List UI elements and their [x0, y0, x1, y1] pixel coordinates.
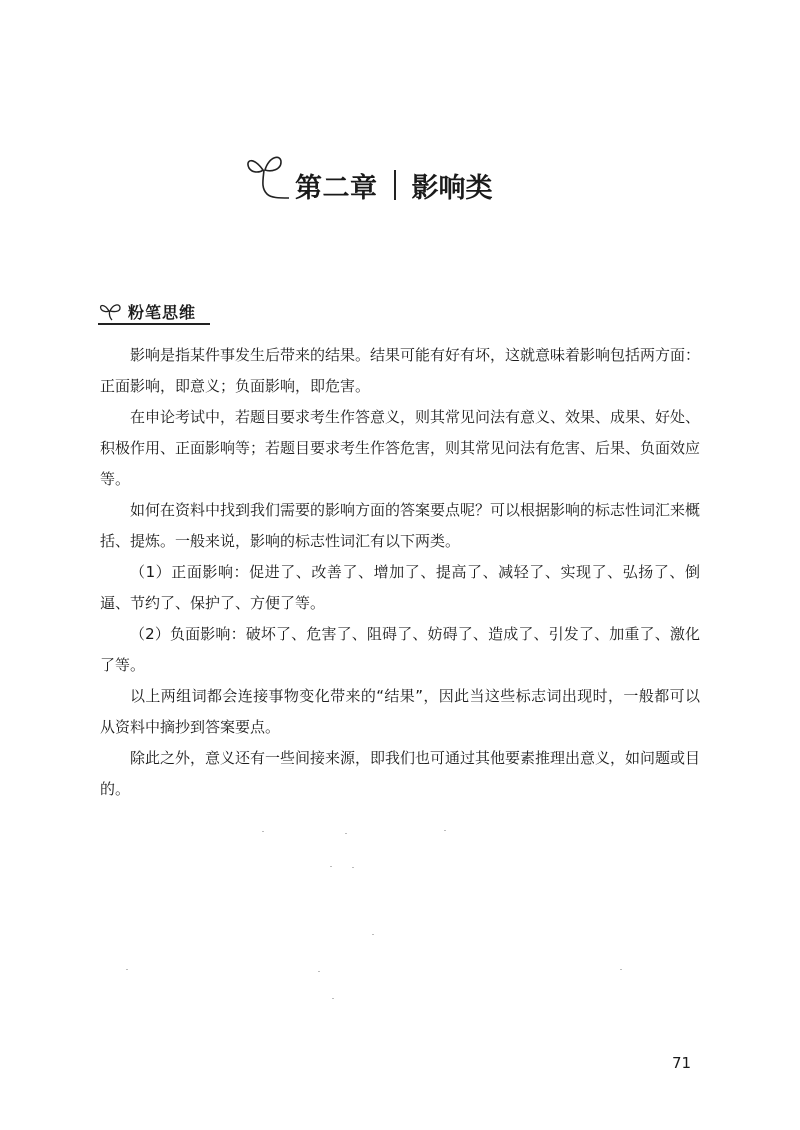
paragraph: （1）正面影响：促进了、改善了、增加了、提高了、减轻了、实现了、弘扬了、倒逼、节约了、保护了、方便了等。	[100, 563, 700, 612]
section-heading	[98, 297, 196, 325]
paragraph: 以上两组词都会连接事物变化带来的“结果”，因此当这些标志词出现时，一般都可以从资料中摘抄到答案要点。	[100, 687, 700, 736]
small-sprout-icon	[98, 301, 122, 321]
scan-speck	[126, 969, 128, 970]
chapter-number: 第二章	[295, 172, 378, 204]
sprout-icon	[243, 148, 291, 206]
scan-speck	[345, 833, 347, 834]
chapter-header	[243, 142, 493, 212]
body-text	[100, 340, 700, 805]
paragraph: （2）负面影响：破坏了、危害了、阻碍了、妨碍了、造成了、引发了、加重了、激化了等。	[100, 625, 700, 674]
page-number: 71	[672, 1054, 692, 1072]
scan-speck	[332, 998, 334, 999]
paragraph: 如何在资料中找到我们需要的影响方面的答案要点呢？可以根据影响的标志性词汇来概括、提炼。一般来说，影响的标志性词汇有以下两类。	[100, 501, 701, 550]
section-title: 粉笔思维	[128, 302, 197, 322]
paragraph: 影响是指某件事发生后带来的结果。结果可能有好有坏，这就意味着影响包括两方面：正面影响，即意义；负面影响，即危害。	[100, 346, 701, 395]
scan-speck	[330, 866, 332, 867]
scan-speck	[444, 830, 446, 831]
section-underline	[98, 323, 210, 325]
scan-speck	[262, 831, 264, 832]
scan-speck	[352, 867, 354, 868]
chapter-title: 影响类	[411, 172, 493, 204]
chapter-divider	[394, 170, 396, 200]
scan-speck	[318, 971, 320, 972]
scan-speck	[620, 969, 622, 970]
paragraph: 在申论考试中，若题目要求考生作答意义，则其常见问法有意义、效果、成果、好处、积极作用、正面影响等；若题目要求考生作答危害，则其常见问法有危害、后果、负面效应等。	[100, 408, 701, 488]
scan-speck	[372, 934, 374, 935]
paragraph: 除此之外，意义还有一些间接来源，即我们也可通过其他要素推理出意义，如问题或目的。	[100, 749, 701, 798]
